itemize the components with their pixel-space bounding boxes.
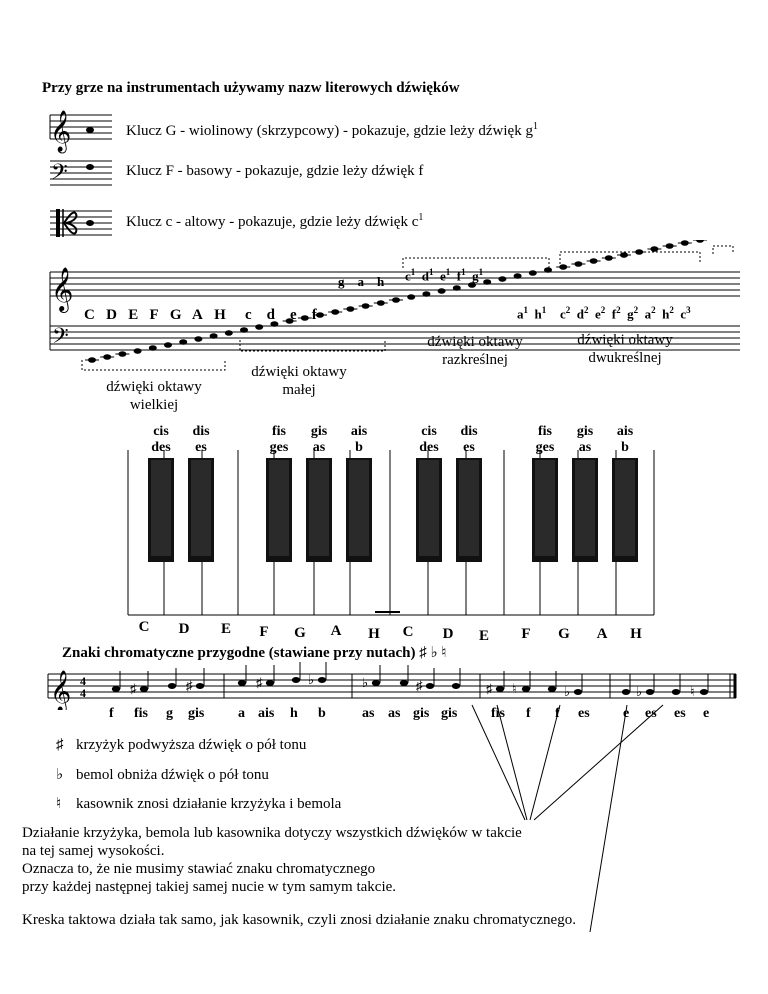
clef-desc-bass: Klucz F - basowy - pokazuje, gdzie leży dźwięk f <box>126 163 424 179</box>
white-key-label: D <box>178 621 190 637</box>
white-key-label: A <box>596 626 608 642</box>
sharp-name: gis <box>576 424 594 439</box>
accidental-icon: ♯ <box>186 678 193 693</box>
sharp-name: fis <box>538 424 552 439</box>
label-great-octave: dźwięki oktawy wielkiej <box>106 379 202 413</box>
legend-sharp: ♯ krzyżyk podwyższa dźwięk o pół tonu <box>56 737 307 753</box>
chromatic-note-name: a <box>238 706 245 721</box>
flat-name: es <box>195 440 207 455</box>
white-key-label: H <box>368 626 380 642</box>
white-key-label: E <box>478 628 489 644</box>
sharp-name: cis <box>421 424 437 439</box>
explanation-paragraph: Działanie krzyżyka, bemola lub kasownika dotyczy wszystkich dźwięków w takcie na tej samej wysokości. Oznacza to, że nie musimy stawiać znaku chromatycznego przy każdej następnej takiej samej nucie w tym samym takcie. <box>22 825 522 895</box>
white-key-label: F <box>521 626 531 642</box>
chromatic-note-name: gis <box>188 706 205 721</box>
chromatic-note-name: g <box>166 706 173 721</box>
flat-name: b <box>621 440 629 455</box>
legend-natural: ♮ kasownik znosi działanie krzyżyka i bemola <box>56 796 342 812</box>
great-octave-names: C D E F G A H <box>84 307 226 323</box>
one-line-names: $c^1$ $d^1$ $e^1$ $f^1$ $g^1$ <box>405 267 484 284</box>
flat-name: as <box>578 440 592 455</box>
two-line-names: $c^2$ $d^2$ $e^2$ $f^2$ $g^2$ $a^2$ $h^2$ $c^3$ <box>560 305 691 322</box>
chromatic-note-name: es <box>674 706 686 721</box>
small-octave-names-high: g a h <box>338 274 385 289</box>
treble-clef-icon: 𝄞 <box>51 269 74 311</box>
barline-note: Kreska taktowa działa tak samo, jak kasownik, czyli znosi działanie znaku chromatycznego. <box>22 912 576 928</box>
flat-name: b <box>355 440 363 455</box>
white-key-label: H <box>630 626 642 642</box>
white-key-label: F <box>259 624 269 640</box>
sharp-name: ais <box>350 424 368 439</box>
flat-name: ges <box>535 440 555 455</box>
sharp-name: ais <box>616 424 634 439</box>
chromatic-note-name: as <box>362 706 375 721</box>
clef-desc-alto: Klucz c - altowy - pokazuje, gdzie leży dźwięk $c^1$ <box>126 212 424 230</box>
label-small-octave: dźwięki oktawy małej <box>251 364 347 398</box>
page-heading: Przy grze na instrumentach używamy nazw literowych dźwięków <box>42 80 460 96</box>
chromatic-note-name: es <box>645 706 657 721</box>
clef-desc-treble: Klucz G - wiolinowy (skrzypcowy) - pokazuje, gdzie leży dźwięk $g^1$ <box>126 121 538 139</box>
chromatic-note-name: es <box>578 706 590 721</box>
flat-name: des <box>419 440 439 455</box>
sharp-name: gis <box>310 424 328 439</box>
flat-name: as <box>312 440 326 455</box>
chromatic-note-name: fis <box>134 706 148 721</box>
chromatic-note-name: e <box>703 706 710 721</box>
label-two-line-octave: dźwięki oktawy dwukreślnej <box>577 332 673 366</box>
time-signature-top: 4 <box>80 674 86 688</box>
treble-clef-icon: 𝄞 <box>50 111 72 151</box>
sharp-name: cis <box>153 424 169 439</box>
chromatic-note-name: e <box>623 706 630 721</box>
accidental-icon: ♯ <box>256 675 263 690</box>
white-key-label: C <box>138 619 150 635</box>
chromatic-note-name: fis <box>491 706 505 721</box>
sharp-name: dis <box>460 424 478 439</box>
accidental-icon: ♯ <box>416 678 423 693</box>
accidental-icon: ♭ <box>564 684 571 699</box>
label-one-line-octave: dźwięki oktawy razkreślnej <box>427 334 523 368</box>
accidental-icon: ♭ <box>308 672 315 687</box>
flat-name: des <box>151 440 171 455</box>
accidental-icon: ♭ <box>362 675 369 690</box>
bass-clef-icon: 𝄢 <box>51 160 68 189</box>
chromatic-note-name: ais <box>258 706 275 721</box>
white-key-label: A <box>330 623 342 639</box>
chromatic-note-name: f <box>555 706 560 721</box>
accidental-icon: ♮ <box>512 681 517 696</box>
legend-flat: ♭ bemol obniża dźwięk o pół tonu <box>56 767 269 783</box>
accidental-icon: ♯ <box>130 681 137 696</box>
sharp-name: dis <box>192 424 210 439</box>
white-key-label: C <box>402 624 414 640</box>
white-key-label: G <box>558 626 570 642</box>
flat-name: ges <box>269 440 289 455</box>
white-key-label: D <box>442 626 454 642</box>
time-signature-bottom: 4 <box>80 686 86 700</box>
accidental-icon: ♯ <box>486 681 493 696</box>
chromatic-note-name: gis <box>441 706 458 721</box>
chromatic-note-name: f <box>109 706 114 721</box>
treble-clef-icon: 𝄞 <box>50 671 72 710</box>
chromatic-note-name: as <box>388 706 401 721</box>
bass-clef-icon: 𝄢 <box>52 324 69 353</box>
white-key-label: G <box>294 625 306 641</box>
chromatic-note-name: gis <box>413 706 430 721</box>
sharp-name: fis <box>272 424 286 439</box>
chromatic-note-name: b <box>318 706 326 721</box>
chromatic-heading: Znaki chromatyczne przygodne (stawiane przy nutach) ♯ ♭ ♮ <box>62 645 447 661</box>
flat-name: es <box>463 440 475 455</box>
chromatic-note-name: f <box>526 706 531 721</box>
white-key-label: E <box>220 621 231 637</box>
accidental-icon: ♮ <box>690 684 695 699</box>
accidental-icon: ♭ <box>636 684 643 699</box>
small-octave-names-low: c d e f <box>245 307 317 323</box>
chromatic-note-name: h <box>290 706 298 721</box>
one-line-names-lower: $a^1$ $h^1$ <box>517 305 547 322</box>
